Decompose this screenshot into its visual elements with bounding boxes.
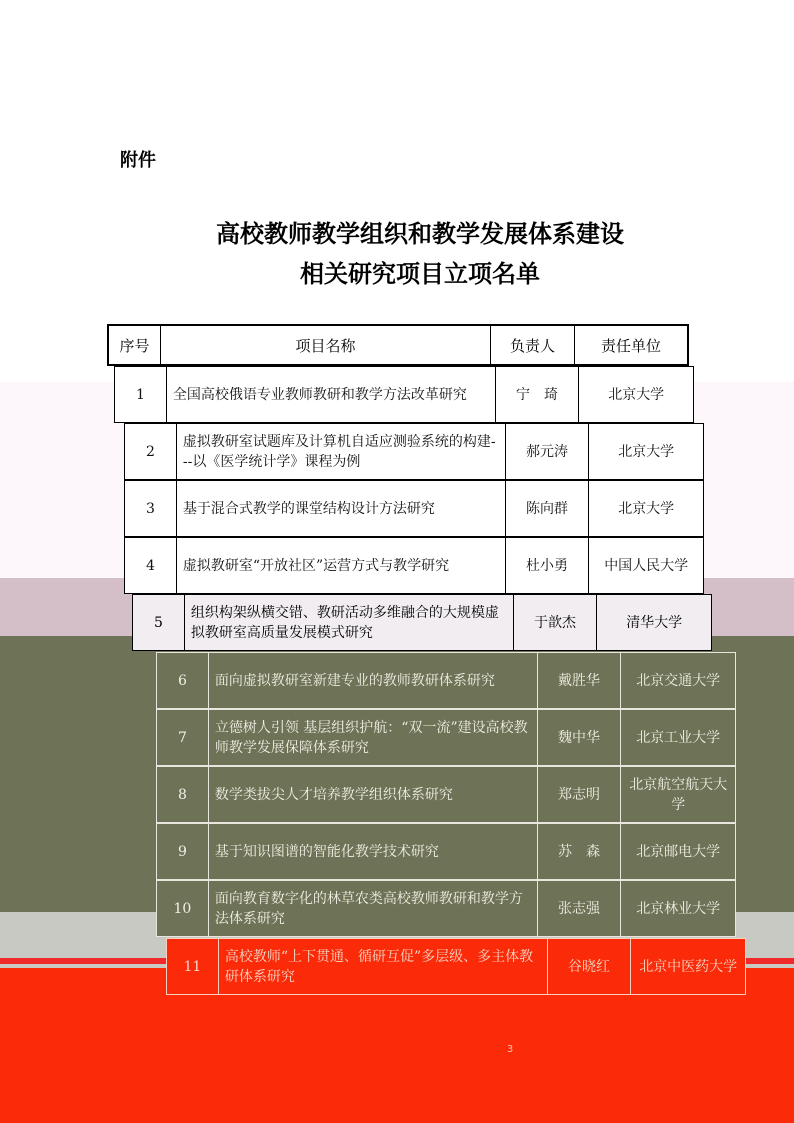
row-name: 基于知识图谱的智能化教学技术研究	[209, 824, 538, 879]
row-lead: 陈向群	[506, 481, 590, 536]
table-header	[107, 324, 689, 366]
header-org: 责任单位	[600, 336, 661, 355]
page-number: 3	[506, 1044, 514, 1055]
row-org: 北京林业大学	[636, 900, 721, 917]
row-lead: 郑志明	[538, 767, 622, 822]
row-no: 11	[167, 939, 219, 994]
row-lead: 郝元涛	[506, 424, 590, 479]
table-row	[124, 537, 704, 594]
document-title-line2: 相关研究项目立项名单	[300, 259, 540, 288]
table-row	[124, 480, 704, 537]
row-name: 基于混合式教学的课堂结构设计方法研究	[177, 481, 506, 536]
row-org: 北京中医药大学	[639, 958, 738, 975]
table-row	[124, 423, 704, 480]
row-lead: 谷晓红	[548, 939, 632, 994]
row-name: 全国高校俄语专业教师教研和教学方法改革研究	[167, 367, 496, 422]
row-name: 立德树人引领 基层组织护航：“双一流”建设高校教师教学发展保障体系研究	[209, 710, 538, 765]
row-lead: 杜小勇	[506, 538, 590, 593]
row-lead: 于歆杰	[514, 595, 598, 650]
row-name: 虚拟教研室试题库及计算机自适应测验系统的构建---以《医学统计学》课程为例	[177, 424, 506, 479]
header-lead: 负责人	[491, 326, 575, 364]
row-lead: 宁 琦	[496, 367, 580, 422]
table-row	[166, 938, 746, 995]
row-no: 4	[125, 538, 177, 593]
row-org: 北京大学	[618, 500, 675, 517]
row-no: 5	[133, 595, 185, 650]
attachment-label: 附件	[120, 150, 156, 171]
row-org: 北京大学	[608, 386, 665, 403]
row-org: 清华大学	[626, 614, 683, 631]
table-row	[114, 366, 694, 423]
table-row	[132, 594, 712, 651]
row-no: 2	[125, 424, 177, 479]
table-row	[156, 709, 736, 766]
row-org: 北京大学	[618, 443, 675, 460]
row-lead: 魏中华	[538, 710, 622, 765]
row-name: 数学类拔尖人才培养教学组织体系研究	[209, 767, 538, 822]
table-row	[156, 652, 736, 709]
row-lead: 戴胜华	[538, 653, 622, 708]
row-org: 北京工业大学	[636, 729, 721, 746]
row-no: 9	[157, 824, 209, 879]
header-no: 序号	[109, 326, 161, 364]
row-org: 北京航空航天大学	[629, 776, 728, 813]
table-row	[156, 766, 736, 823]
row-no: 10	[157, 881, 209, 936]
row-no: 3	[125, 481, 177, 536]
row-no: 6	[157, 653, 209, 708]
row-lead: 苏 森	[538, 824, 622, 879]
row-org: 中国人民大学	[604, 557, 689, 574]
row-lead: 张志强	[538, 881, 622, 936]
row-name: 组织构架纵横交错、教研活动多维融合的大规模虚拟教研室高质量发展模式研究	[185, 595, 514, 650]
row-org: 北京邮电大学	[636, 843, 721, 860]
table-row	[156, 880, 736, 937]
row-name: 高校教师“上下贯通、循研互促”多层级、多主体教研体系研究	[219, 939, 548, 994]
row-no: 7	[157, 710, 209, 765]
document-title-line1: 高校教师教学组织和教学发展体系建设	[216, 219, 624, 248]
row-name: 虚拟教研室“开放社区”运营方式与教学研究	[177, 538, 506, 593]
row-org: 北京交通大学	[636, 672, 721, 689]
row-name: 面向虚拟教研室新建专业的教师教研体系研究	[209, 653, 538, 708]
row-no: 1	[115, 367, 167, 422]
table-row	[156, 823, 736, 880]
row-name: 面向教育数字化的林草农类高校教师教研和教学方法体系研究	[209, 881, 538, 936]
row-no: 8	[157, 767, 209, 822]
header-name: 项目名称	[161, 326, 491, 364]
